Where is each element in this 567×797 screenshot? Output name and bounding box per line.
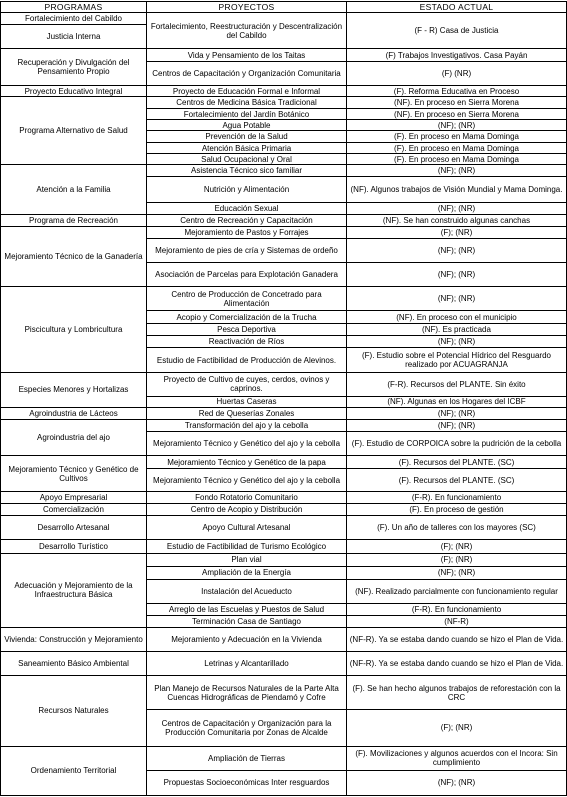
programa-cell: Agroindustria de Lácteos	[1, 407, 147, 419]
proyecto-cell: Mejoramiento de pies de cría y Sistemas de ordeño	[147, 238, 347, 262]
estado-cell: (NF); (NR)	[347, 262, 567, 286]
programa-cell: Adecuación y Mejoramiento de la Infraestructura Básica	[1, 553, 147, 628]
programa-cell: Mejoramiento Técnico de la Ganadería	[1, 226, 147, 286]
programa-cell: Recuperación y Divulgación del Pensamiento Propio	[1, 49, 147, 86]
proyecto-cell: Transformación del ajo y la cebolla	[147, 419, 347, 431]
proyecto-cell: Fondo Rotatorio Comunitario	[147, 492, 347, 504]
proyecto-cell: Proyecto de Cultivo de cuyes, cerdos, ovinos y caprinos.	[147, 372, 347, 396]
estado-cell: (NF-R). Ya se estaba dando cuando se hizo el Plan de Vida.	[347, 652, 567, 676]
proyecto-cell: Estudio de Factibilidad de Producción de Alevinos.	[147, 348, 347, 372]
estado-cell: (NF). Algunas en los Hogares del ICBF	[347, 396, 567, 407]
table-row	[1, 419, 567, 431]
estado-cell: (F). Un año de talleres con los mayores (SC)	[347, 516, 567, 540]
proyecto-cell: Asistencia Técnico sico familiar	[147, 165, 347, 177]
programa-cell: Mejoramiento Técnico y Genético de Cultivos	[1, 455, 147, 491]
programa-cell: Desarrollo Turístico	[1, 540, 147, 553]
table-row	[1, 652, 567, 676]
programa-cell: Programa de Recreación	[1, 214, 147, 226]
header-estado-actual: ESTADO ACTUAL	[347, 2, 567, 13]
estado-cell: (F). Estudio de CORPOICA sobre la pudrición de la cebolla	[347, 431, 567, 455]
proyecto-cell: Plan Manejo de Recursos Naturales de la Parte Alta Cuencas Hidrográficas de Piendamó y Cofre	[147, 676, 347, 710]
estado-cell: (NF). Realizado parcialmente con funcionamiento regular	[347, 579, 567, 603]
proyecto-cell: Instalación del Acueducto	[147, 579, 347, 603]
proyecto-cell: Mejoramiento Técnico y Genético de la papa	[147, 455, 347, 468]
estado-cell: (F) (NR)	[347, 62, 567, 86]
proyecto-cell: Acopio y Comercialización de la Trucha	[147, 311, 347, 324]
proyecto-cell: Centro de Producción de Concetrado para Alimentación	[147, 287, 347, 311]
proyecto-cell: Mejoramiento y Adecuación en la Vivienda	[147, 628, 347, 652]
estado-cell: (F-R). En funcionamiento	[347, 603, 567, 615]
proyecto-cell: Propuestas Socioeconómicas Inter resguardos	[147, 770, 347, 795]
estado-cell: (F). Recursos del PLANTE. (SC)	[347, 469, 567, 492]
estado-cell: (F). En proceso de gestión	[347, 504, 567, 516]
estado-cell: (F). Estudio sobre el Potencial Hídrico del Resguardo realizado por ACUAGRANJA	[347, 348, 567, 372]
estado-cell: (F); (NR)	[347, 553, 567, 566]
table-row	[1, 97, 567, 109]
estado-cell: (F); (NR)	[347, 226, 567, 238]
programa-cell: Comercialización	[1, 504, 147, 516]
proyecto-cell: Mejoramiento Técnico y Genético del ajo y la cebolla	[147, 431, 347, 455]
proyecto-cell: Centro de Recreación y Capacitación	[147, 214, 347, 226]
estado-cell: (NF). Es practicada	[347, 324, 567, 336]
estado-cell: (NF); (NR)	[347, 336, 567, 348]
programa-cell: Vivienda: Construcción y Mejoramiento	[1, 628, 147, 652]
proyecto-cell: Nutrición y Alimentación	[147, 177, 347, 202]
programa-cell: Apoyo Empresarial	[1, 492, 147, 504]
estado-cell: (NF); (NR)	[347, 287, 567, 311]
proyecto-cell: Plan vial	[147, 553, 347, 566]
estado-cell: (F). Movilizaciones y algunos acuerdos con el Incora: Sin cumplimiento	[347, 746, 567, 770]
proyecto-cell: Atención Básica Primaria	[147, 143, 347, 154]
proyecto-cell: Educación Sexual	[147, 202, 347, 214]
estado-cell: Justicia Interna	[1, 25, 147, 49]
proyecto-cell: Ampliación de la Energía	[147, 566, 347, 579]
proyecto-cell: Centros de Capacitación y Organización para la Producción Comunitaria por Zonas de Alcalde	[147, 710, 347, 746]
estado-cell: (NF); (NR)	[347, 770, 567, 795]
table-row	[1, 13, 567, 25]
proyecto-cell: Centros de Medicina Básica Tradicional	[147, 97, 347, 109]
table-row	[1, 553, 567, 566]
table-row	[1, 372, 567, 396]
proyecto-cell: Terminación Casa de Santiago	[147, 616, 347, 628]
proyecto-cell: Agua Potable	[147, 120, 347, 131]
estado-cell: (NF). Algunos trabajos de Visión Mundial y Mama Dominga.	[347, 177, 567, 202]
proyecto-cell: Estudio de Factibilidad de Turismo Ecológico	[147, 540, 347, 553]
programa-cell: Piscicultura y Lombricultura	[1, 287, 147, 373]
programa-cell: Recursos Naturales	[1, 676, 147, 746]
header-programas: PROGRAMAS	[1, 2, 147, 13]
proyecto-cell: Reactivación de Ríos	[147, 336, 347, 348]
estado-cell: (NF). En proceso con el municipio	[347, 311, 567, 324]
table-row	[1, 676, 567, 710]
programa-cell: Saneamiento Básico Ambiental	[1, 652, 147, 676]
programa-cell: Fortalecimiento del Cabildo	[1, 13, 147, 25]
proyecto-cell: Red de Queserías Zonales	[147, 407, 347, 419]
estado-cell: (F - R) Casa de Justicia	[347, 13, 567, 49]
proyecto-cell: Arreglo de las Escuelas y Puestos de Salud	[147, 603, 347, 615]
table-row	[1, 214, 567, 226]
proyecto-cell: Asociación de Parcelas para Explotación Ganadera	[147, 262, 347, 286]
programa-cell: Programa Alternativo de Salud	[1, 97, 147, 165]
header-proyectos: PROYECTOS	[147, 2, 347, 13]
proyecto-cell: Apoyo Cultural Artesanal	[147, 516, 347, 540]
table-row	[1, 407, 567, 419]
programa-cell: Proyecto Educativo Integral	[1, 86, 147, 97]
proyecto-cell: Prevención de la Salud	[147, 131, 347, 143]
programs-table	[0, 1, 567, 796]
estado-cell: (NF). En proceso en Sierra Morena	[347, 109, 567, 120]
proyecto-cell: Pesca Deportiva	[147, 324, 347, 336]
estado-cell: (F). En proceso en Mama Dominga	[347, 143, 567, 154]
estado-cell: (NF); (NR)	[347, 238, 567, 262]
table-row	[1, 86, 567, 97]
proyecto-cell: Mejoramiento de Pastos y Forrajes	[147, 226, 347, 238]
table-row	[1, 226, 567, 238]
estado-cell: (NF-R). Ya se estaba dando cuando se hizo el Plan de Vida.	[347, 628, 567, 652]
estado-cell: (F-R). Recursos del PLANTE. Sin éxito	[347, 372, 567, 396]
proyecto-cell: Letrinas y Alcantarillado	[147, 652, 347, 676]
proyecto-cell: Centros de Capacitación y Organización Comunitaria	[147, 62, 347, 86]
table-row	[1, 746, 567, 770]
programa-cell: Ordenamiento Territorial	[1, 746, 147, 796]
estado-cell: (F); (NR)	[347, 540, 567, 553]
estado-cell: (NF). En proceso en Sierra Morena	[347, 97, 567, 109]
estado-cell: (F). Reforma Educativa en Proceso	[347, 86, 567, 97]
estado-cell: (F); (NR)	[347, 710, 567, 746]
table-row	[1, 165, 567, 177]
estado-cell: (NF); (NR)	[347, 165, 567, 177]
table-row	[1, 455, 567, 468]
estado-cell: (NF-R)	[347, 616, 567, 628]
programa-cell: Agroindustria del ajo	[1, 419, 147, 455]
estado-cell: (F-R). En funcionamiento	[347, 492, 567, 504]
proyecto-cell: Ampliación de Tierras	[147, 746, 347, 770]
table-header	[1, 2, 567, 13]
table-row	[1, 504, 567, 516]
estado-cell: (NF); (NR)	[347, 120, 567, 131]
estado-cell: (NF); (NR)	[347, 407, 567, 419]
estado-cell: (F). Recursos del PLANTE. (SC)	[347, 455, 567, 468]
estado-cell: (F). En proceso en Mama Dominga	[347, 154, 567, 165]
estado-cell: (NF); (NR)	[347, 566, 567, 579]
estado-cell: (F) Trabajos Investigativos. Casa Payán	[347, 49, 567, 62]
estado-cell: (NF); (NR)	[347, 202, 567, 214]
proyecto-cell: Fortalecimiento del Jardín Botánico	[147, 109, 347, 120]
programa-cell: Especies Menores y Hortalizas	[1, 372, 147, 407]
proyecto-cell: Proyecto de Educación Formal e Informal	[147, 86, 347, 97]
programa-cell: Atención a la Familia	[1, 165, 147, 214]
proyecto-cell: Vida y Pensamiento de los Taitas	[147, 49, 347, 62]
table-row	[1, 540, 567, 553]
estado-cell: (F). En proceso en Mama Dominga	[347, 131, 567, 143]
table-body	[1, 13, 567, 796]
estado-cell: (F). Se han hecho algunos trabajos de reforestación con la CRC	[347, 676, 567, 710]
table-row	[1, 516, 567, 540]
table-row	[1, 492, 567, 504]
proyecto-cell: Centro de Acopio y Distribución	[147, 504, 347, 516]
programa-cell: Desarrollo Artesanal	[1, 516, 147, 540]
estado-cell: (NF); (NR)	[347, 419, 567, 431]
proyecto-cell: Fortalecimiento, Reestructuración y Descentralización del Cabildo	[147, 13, 347, 49]
table-row	[1, 287, 567, 311]
table-row	[1, 49, 567, 62]
proyecto-cell: Salud Ocupacional y Oral	[147, 154, 347, 165]
estado-cell: (NF). Se han construido algunas canchas	[347, 214, 567, 226]
proyecto-cell: Huertas Caseras	[147, 396, 347, 407]
proyecto-cell: Mejoramiento Técnico y Genético del ajo y la cebolla	[147, 469, 347, 492]
header-row	[1, 2, 567, 13]
table-row	[1, 628, 567, 652]
